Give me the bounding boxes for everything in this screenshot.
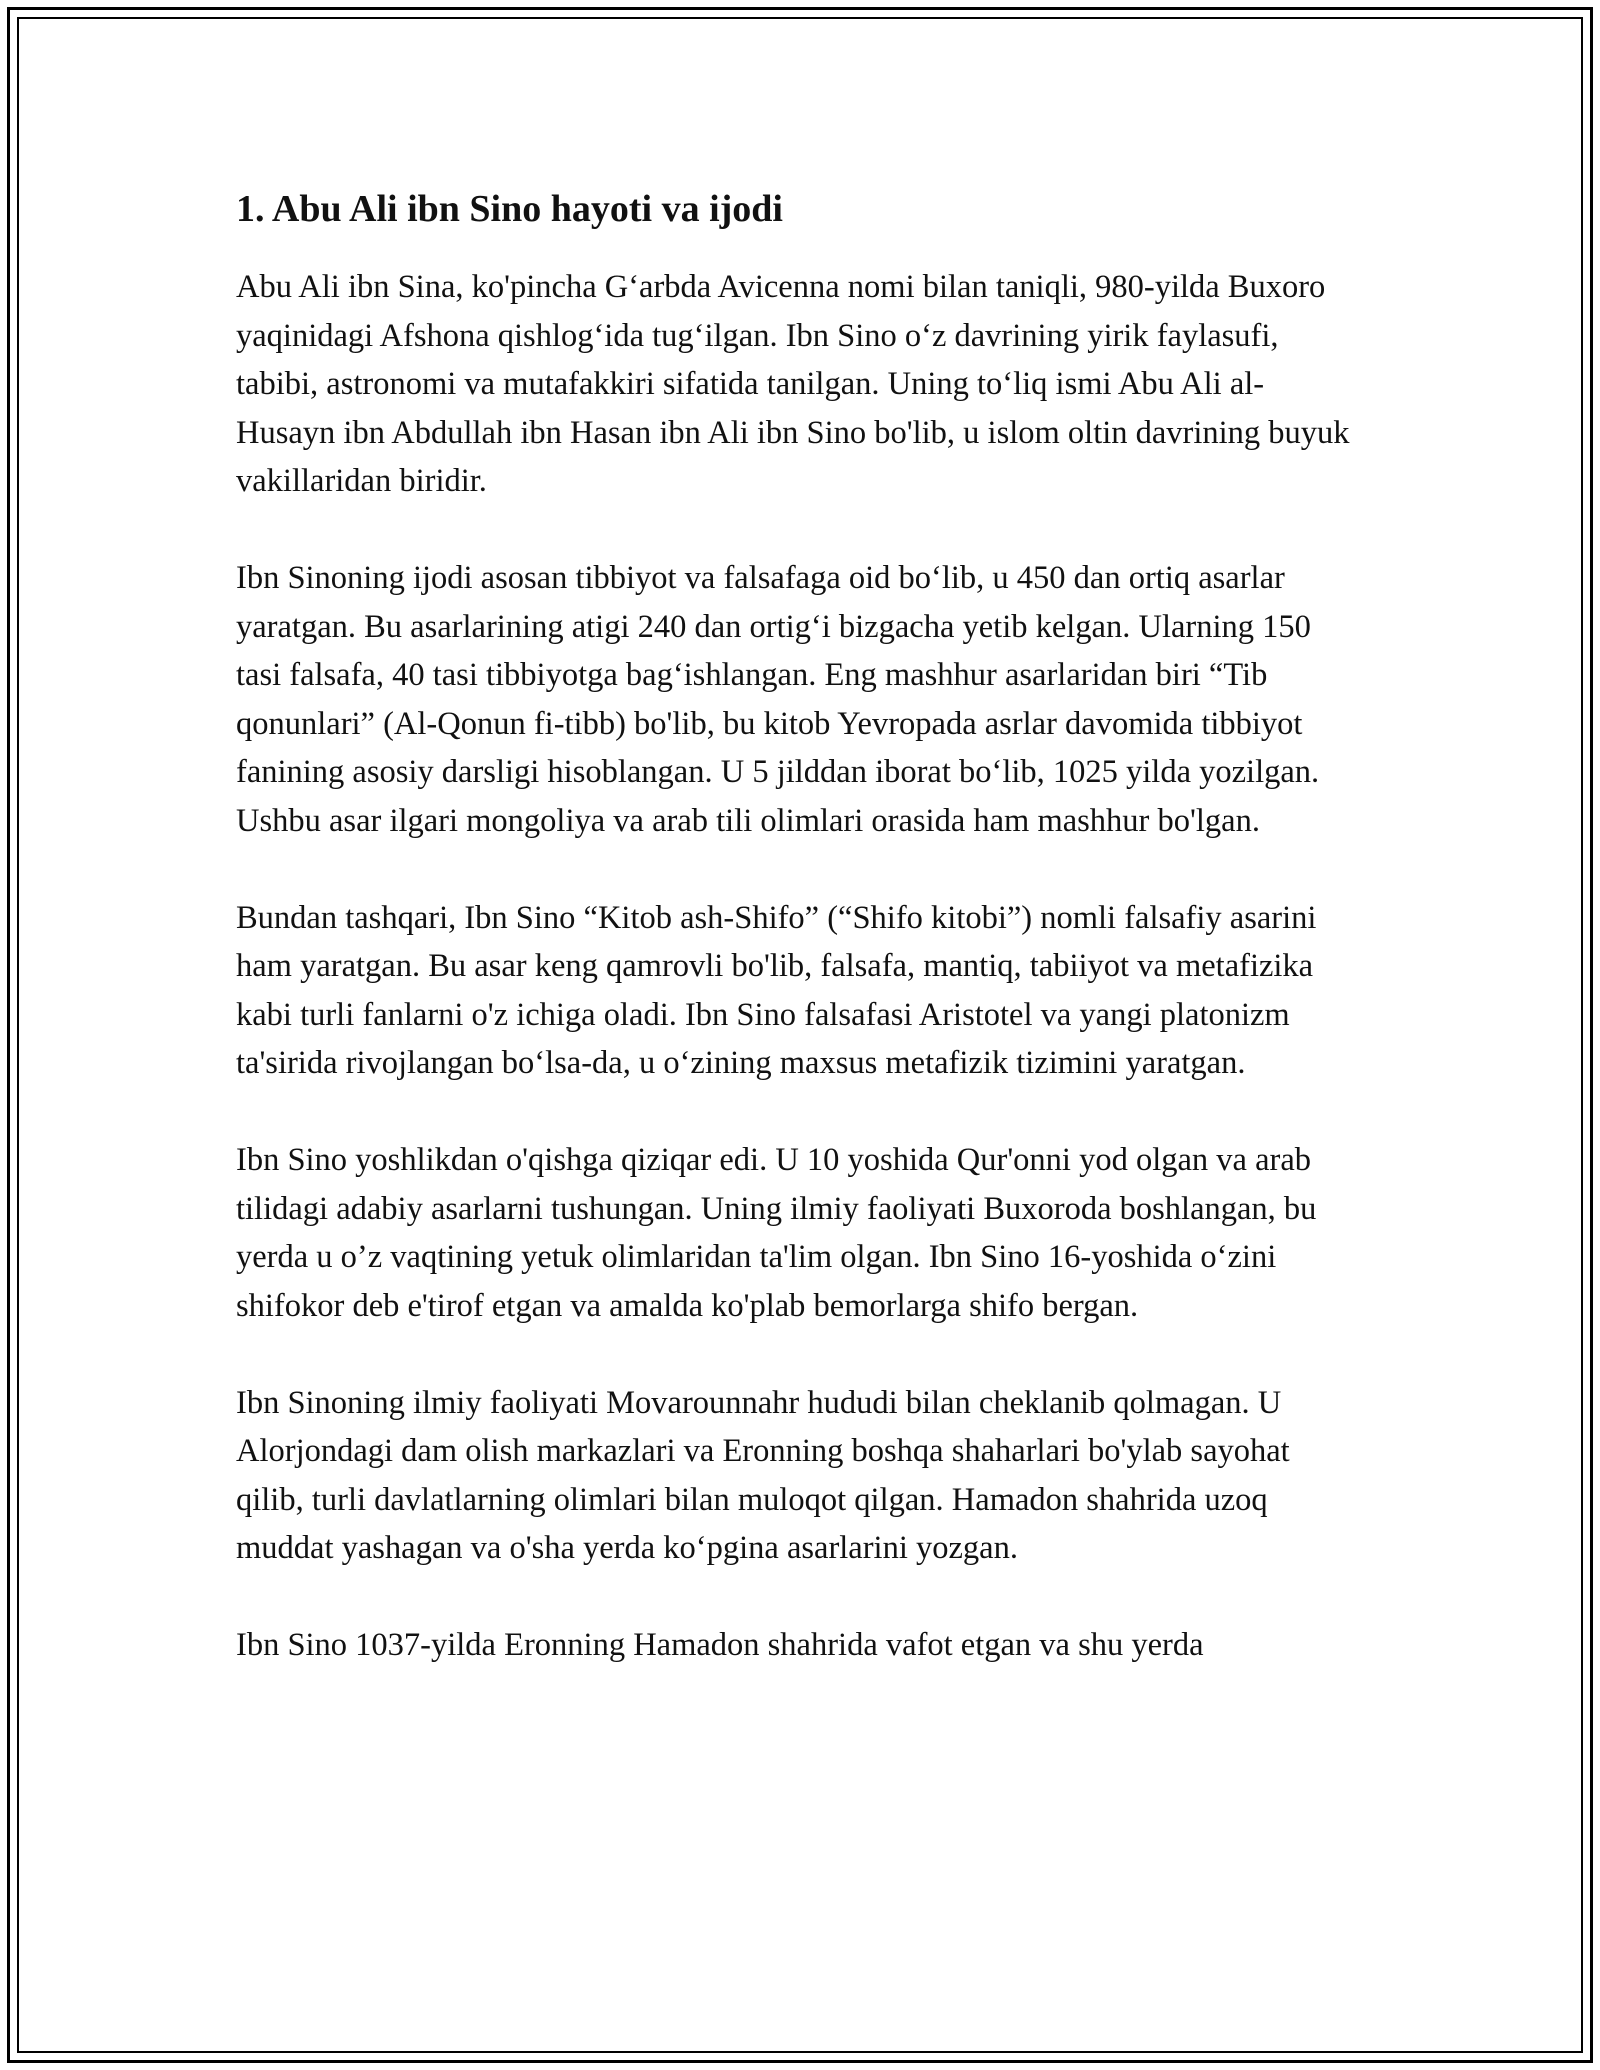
paragraph-6: Ibn Sino 1037-yilda Eronning Hamadon shahrida vafot etgan va shu yerda bbox=[236, 1627, 1204, 1663]
section-heading: 1. Abu Ali ibn Sino hayoti va ijodi bbox=[236, 188, 783, 230]
paragraph-4: Ibn Sino yoshlikdan o'qishga qiziqar edi. U 10 yoshida Qur'onni yod olgan va arab tilidagi adabiy asarlarni tushungan. Uning ilmiy faoliyati Buxoroda boshlangan, bu yerda u o’z vaqtining yetuk olimlaridan ta'lim olgan. Ibn Sino 16-yoshida o‘zini shifokor deb e'tirof etgan va amalda ko'plab bemorlarga shifo bergan. bbox=[236, 1142, 1317, 1324]
paragraph-2: Ibn Sinoning ijodi asosan tibbiyot va falsafaga oid bo‘lib, u 450 dan ortiq asarlar yaratgan. Bu asarlarining atigi 240 dan ortig‘i bizgacha yetib kelgan. Ularning 150 tasi falsafa, 40 tasi tibbiyotga bag‘ishlangan. Eng mashhur asarlaridan biri “Tib qonunlari” (Al-Qonun fi-tibb) bo'lib, bu kitob Yevropada asrlar davomida tibbiyot fanining asosiy darsligi hisoblangan. U 5 jilddan iborat bo‘lib, 1025 yilda yozilgan. Ushbu asar ilgari mongoliya va arab tili olimlari orasida ham mashhur bo'lgan. bbox=[236, 560, 1320, 839]
document-body bbox=[236, 185, 1360, 1718]
paragraph-3: Bundan tashqari, Ibn Sino “Kitob ash-Shifo” (“Shifo kitobi”) nomli falsafiy asarini ham yaratgan. Bu asar keng qamrovli bo'lib, falsafa, mantiq, tabiiyot va metafizika kabi turli fanlarni o'z ichiga oladi. Ibn Sino falsafasi Aristotel va yangi platonizm ta'sirida rivojlangan bo‘lsa-da, u o‘zining maxsus metafizik tizimini yaratgan. bbox=[236, 899, 1317, 1081]
paragraph-5: Ibn Sinoning ilmiy faoliyati Movarounnahr hududi bilan cheklanib qolmagan. U Alorjondagi dam olish markazlari va Eronning boshqa shaharlari bo'ylab sayohat qilib, turli davlatlarning olimlari bilan muloqot qilgan. Hamadon shahrida uzoq muddat yashagan va o'sha yerda ko‘pgina asarlarini yozgan. bbox=[236, 1384, 1290, 1566]
paragraph-1: Abu Ali ibn Sina, ko'pincha G‘arbda Avicenna nomi bilan taniqli, 980-yilda Buxoro yaqinidagi Afshona qishlog‘ida tug‘ilgan. Ibn Sino o‘z davrining yirik faylasufi, tabibi, astronomi va mutafakkiri sifatida tanilgan. Uning to‘liq ismi Abu Ali al-Husayn ibn Abdullah ibn Hasan ibn Ali ibn Sino bo'lib, u islom oltin davrining buyuk vakillaridan biridir. bbox=[236, 269, 1350, 499]
